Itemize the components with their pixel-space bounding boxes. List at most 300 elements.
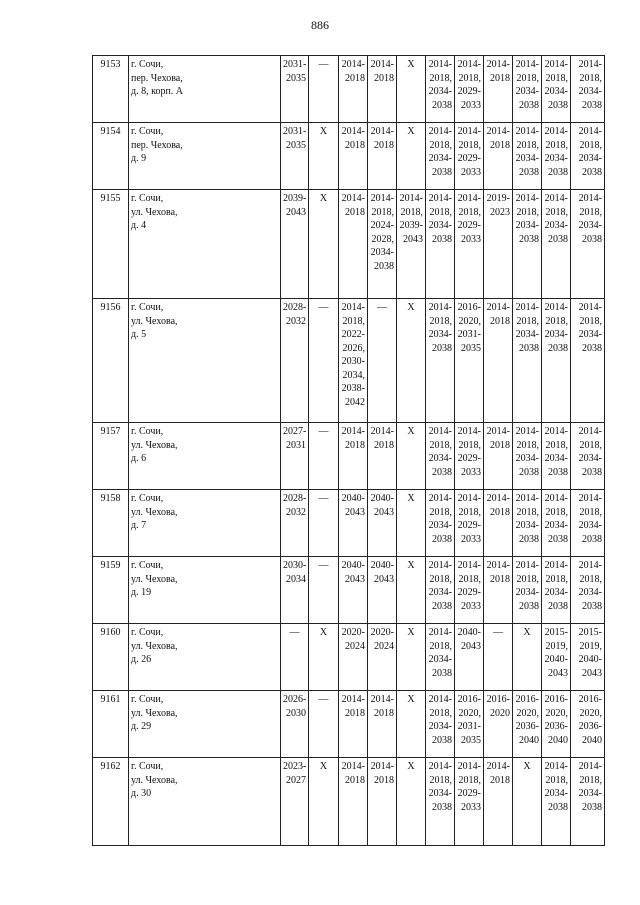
schedule-cell [484,299,513,423]
row-number: 9161 [93,691,129,758]
cell-line: 2043 [403,233,423,245]
cell-line: 2014- [578,59,602,70]
cell-line: 2040- [370,493,394,504]
cell-line: — [318,560,329,571]
cell-line: 2018 [490,506,510,518]
cell-line: 2014- [578,193,602,204]
cell-line: 2020, [458,707,481,719]
cell-line: 2014- [428,493,452,504]
schedule-cell [368,56,397,123]
schedule-cell [426,691,455,758]
cell-line: 2028, [371,233,394,245]
cell-line: 2038 [548,342,568,354]
cell-line: X [523,627,531,638]
cell-line: 2032 [286,315,306,327]
address-line: г. Сочи, [131,694,164,705]
cell-line: 2020, [545,707,568,719]
address-line: д. 6 [131,453,147,464]
cell-line: 2014- [544,193,568,204]
cell-line: 2018 [345,439,365,451]
cell-line: 2018, [458,506,481,518]
schedule-cell [455,56,484,123]
cell-line: 2019, [579,640,602,652]
schedule-cell [542,691,571,758]
schedule-cell [339,56,368,123]
cell-line: 2014- [341,426,365,437]
table-row [93,123,605,190]
cell-line: 2014- [457,761,481,772]
schedule-cell [309,624,339,691]
cell-line: 2018 [490,139,510,151]
cell-line: 2038 [548,600,568,612]
cell-line: 2038 [548,233,568,245]
cell-line: 2036- [544,721,568,732]
cell-line: 2038 [374,260,394,272]
cell-line: 2033 [461,233,481,245]
cell-line: 2018, [458,72,481,84]
address-line: г. Сочи, [131,59,164,70]
cell-line: 2018, [545,573,568,585]
cell-line: 2038 [582,466,602,478]
cell-line: 2033 [461,166,481,178]
cell-line: 2034- [515,329,539,340]
cell-line: 2038 [519,466,539,478]
cell-line: 2018 [374,439,394,451]
cell-line: 2038 [548,466,568,478]
address-line: пер. Чехова, [131,72,183,84]
cell-line: X [407,694,415,705]
address-cell [129,299,281,423]
cell-line: 2034- [515,153,539,164]
schedule-cell [455,758,484,846]
cell-line: 2018, [458,774,481,786]
schedule-cell [397,758,426,846]
cell-line: 2038 [582,801,602,813]
cell-line: 2018, [458,139,481,151]
cell-line: 2018, [579,315,602,327]
cell-line: 2034- [428,520,452,531]
cell-line: 2018 [490,72,510,84]
cell-line: 2018, [458,439,481,451]
cell-line: X [319,126,328,137]
cell-line: 2034- [428,153,452,164]
cell-line: 2034- [370,247,394,258]
cell-line: X [319,193,328,204]
cell-line: 2018, [458,206,481,218]
cell-line: 2034- [544,86,568,97]
cell-line: 2018, [429,139,452,151]
schedule-cell [368,557,397,624]
cell-line: 2018, [429,315,452,327]
address-line: д. 9 [131,153,147,164]
cell-line: 2018, [545,506,568,518]
cell-line: 2038 [432,600,452,612]
schedule-cell [368,691,397,758]
address-line: г. Сочи, [131,627,164,638]
cell-line: 2018, [429,573,452,585]
cell-line: X [319,761,328,772]
cell-line: 2014- [578,761,602,772]
schedule-cell [309,691,339,758]
schedule-cell [542,758,571,846]
cell-line: 2027 [286,774,306,786]
schedule-cell [542,624,571,691]
cell-line: 2024 [374,640,394,652]
schedule-cell [513,190,542,299]
cell-line: 2028- [283,302,307,313]
cell-line: X [407,59,415,70]
cell-line: 2014- [341,302,365,313]
cell-line: 2038 [432,166,452,178]
cell-line: 2018, [429,506,452,518]
cell-line: 2043 [345,573,365,585]
row-number: 9160 [93,624,129,691]
cell-line: 2023 [490,206,510,218]
schedule-cell [281,123,309,190]
cell-line: 2014- [486,126,510,137]
cell-line: 2014- [370,761,394,772]
cell-line: 2035 [286,139,306,151]
cell-line: 2018, [516,315,539,327]
cell-line: 2033 [461,801,481,813]
cell-line: 2029- [457,453,481,464]
schedule-cell [484,56,513,123]
cell-line: 2019- [486,193,510,204]
cell-line: 2035 [461,342,481,354]
cell-line: 2023- [283,761,307,772]
cell-line: 2018, [429,206,452,218]
cell-line: 2040- [544,654,568,665]
schedule-cell [484,490,513,557]
cell-line: 2038 [548,166,568,178]
schedule-cell [571,758,605,846]
cell-line: 2038 [582,533,602,545]
schedule-cell [455,557,484,624]
schedule-cell [513,123,542,190]
schedule-cell [513,691,542,758]
cell-line: 2014- [544,426,568,437]
schedule-cell [397,190,426,299]
cell-line: 2039- [283,193,307,204]
schedule-cell [455,423,484,490]
cell-line: 2033 [461,533,481,545]
cell-line: 2034- [578,453,602,464]
schedule-cell [281,624,309,691]
cell-line: 2014- [515,426,539,437]
address-line: г. Сочи, [131,193,164,204]
cell-line: 2014- [341,694,365,705]
cell-line: 2018, [579,573,602,585]
cell-line: 2014- [370,426,394,437]
schedule-cell [339,758,368,846]
cell-line: 2014- [544,59,568,70]
schedule-cell [426,423,455,490]
cell-line: 2014- [341,59,365,70]
schedule-cell [339,557,368,624]
table-row [93,490,605,557]
address-line: г. Сочи, [131,126,164,137]
schedule-cell [309,56,339,123]
cell-line: 2014- [578,302,602,313]
cell-line: 2028- [283,493,307,504]
table-row [93,557,605,624]
cell-line: 2014- [457,426,481,437]
schedule-cell [309,490,339,557]
address-line: ул. Чехова, [131,506,178,518]
cell-line: 2018 [345,139,365,151]
schedule-cell [455,490,484,557]
cell-line: 2014- [370,193,394,204]
schedule-cell [426,758,455,846]
row-number: 9153 [93,56,129,123]
schedule-cell [339,123,368,190]
cell-line: 2034- [578,86,602,97]
cell-line: 2033 [461,99,481,111]
cell-line: 2038 [432,466,452,478]
schedule-cell [571,123,605,190]
schedule-cell [339,691,368,758]
row-number: 9154 [93,123,129,190]
cell-line: 2019, [545,640,568,652]
table-row [93,624,605,691]
schedule-cell [484,758,513,846]
cell-line: 2014- [515,126,539,137]
cell-line: 2014- [578,493,602,504]
schedule-cell [339,423,368,490]
cell-line: 2038 [519,99,539,111]
cell-line: 2038 [582,166,602,178]
cell-line: 2038 [432,99,452,111]
cell-line: 2014- [428,560,452,571]
table-row [93,190,605,299]
address-cell [129,190,281,299]
table-row [93,691,605,758]
schedule-cell [542,56,571,123]
cell-line: 2018, [579,139,602,151]
schedule-cell [571,490,605,557]
cell-line: X [407,761,415,772]
cell-line: 2014- [370,59,394,70]
address-line: г. Сочи, [131,493,164,504]
schedule-cell [339,190,368,299]
cell-line: 2016- [544,694,568,705]
cell-line: 2038 [432,533,452,545]
cell-line: 2020, [458,315,481,327]
address-cell [129,691,281,758]
cell-line: — [493,627,503,638]
cell-line: 2018 [374,72,394,84]
cell-line: 2034- [515,220,539,231]
address-line: д. 4 [131,220,147,231]
schedule-cell [455,123,484,190]
schedule-cell [455,624,484,691]
table-row [93,56,605,123]
address-line: ул. Чехова, [131,573,178,585]
cell-line: 2014- [341,761,365,772]
cell-line: 2014- [578,426,602,437]
address-line: ул. Чехова, [131,774,178,786]
cell-line: 2018 [345,774,365,786]
cell-line: 2018, [516,573,539,585]
cell-line: X [319,627,328,638]
address-cell [129,56,281,123]
address-line: г. Сочи, [131,560,164,571]
cell-line: 2030- [341,356,365,367]
schedule-cell [571,423,605,490]
cell-line: 2030 [286,707,306,719]
schedule-cell [281,758,309,846]
cell-line: 2034- [428,721,452,732]
cell-line: 2018 [490,774,510,786]
cell-line: 2024 [345,640,365,652]
cell-line: 2031- [457,329,481,340]
cell-line: 2018, [545,439,568,451]
address-cell [129,758,281,846]
cell-line: 2014- [544,493,568,504]
schedule-table [92,55,605,846]
cell-line: 2043 [582,667,602,679]
cell-line: 2038 [432,801,452,813]
cell-line: 2038 [548,99,568,111]
schedule-cell [397,299,426,423]
cell-line: 2040 [519,734,539,746]
cell-line: 2014- [515,193,539,204]
schedule-cell [484,190,513,299]
cell-line: 2018 [374,139,394,151]
cell-line: 2016- [457,302,481,313]
cell-line: 2034- [578,788,602,799]
cell-line: 2035 [286,72,306,84]
cell-line: 2024- [370,220,394,231]
cell-line: 2034- [544,453,568,464]
schedule-cell [513,624,542,691]
schedule-cell [484,691,513,758]
schedule-cell [426,123,455,190]
schedule-cell [281,190,309,299]
address-line: г. Сочи, [131,302,164,313]
schedule-cell [542,190,571,299]
cell-line: 2018, [429,640,452,652]
cell-line: 2030- [283,560,307,571]
cell-line: 2036- [515,721,539,732]
schedule-cell [455,299,484,423]
cell-line: 2018, [516,72,539,84]
address-cell [129,423,281,490]
schedule-cell [542,557,571,624]
cell-line: 2038 [432,667,452,679]
cell-line: 2018, [545,139,568,151]
schedule-cell [542,123,571,190]
cell-line: 2034- [578,329,602,340]
cell-line: 2038 [582,99,602,111]
address-line: д. 29 [131,721,152,732]
cell-line: 2043 [461,640,481,652]
cell-line: 2014- [428,426,452,437]
address-line: д. 5 [131,329,147,340]
address-line: ул. Чехова, [131,315,178,327]
cell-line: 2014- [486,426,510,437]
cell-line: 2034- [578,220,602,231]
cell-line: 2034- [544,220,568,231]
schedule-cell [397,423,426,490]
address-cell [129,624,281,691]
cell-line: 2034- [428,654,452,665]
table-row [93,758,605,846]
schedule-cell [571,190,605,299]
cell-line: 2038 [582,342,602,354]
cell-line: 2034- [515,587,539,598]
cell-line: 2038 [582,233,602,245]
cell-line: 2014- [515,59,539,70]
cell-line: 2026- [283,694,307,705]
cell-line: 2020, [516,707,539,719]
cell-line: 2038 [432,734,452,746]
schedule-cell [571,56,605,123]
schedule-cell [426,190,455,299]
schedule-cell [397,490,426,557]
schedule-cell [281,56,309,123]
cell-line: 2035 [461,734,481,746]
cell-line: 2020 [490,707,510,719]
cell-line: 2043 [548,667,568,679]
schedule-cell [513,490,542,557]
schedule-cell [368,624,397,691]
cell-line: 2018, [579,72,602,84]
cell-line: 2038- [341,383,365,394]
schedule-cell [513,299,542,423]
cell-line: 2014- [486,302,510,313]
address-line: ул. Чехова, [131,206,178,218]
schedule-cell [397,557,426,624]
cell-line: 2038 [548,533,568,545]
cell-line: 2018 [490,439,510,451]
cell-line: 2042 [345,396,365,408]
schedule-cell [397,624,426,691]
cell-line: 2014- [457,560,481,571]
address-line: пер. Чехова, [131,139,183,151]
cell-line: 2040- [341,493,365,504]
schedule-cell [368,490,397,557]
cell-line: 2034- [515,86,539,97]
cell-line: 2014- [486,560,510,571]
schedule-cell [339,624,368,691]
schedule-cell [542,423,571,490]
cell-line: 2014- [428,193,452,204]
cell-line: — [318,493,329,504]
cell-line: 2038 [519,233,539,245]
cell-line: 2018, [516,439,539,451]
schedule-cell [571,299,605,423]
cell-line: 2038 [548,801,568,813]
cell-line: — [318,302,329,313]
schedule-cell [426,624,455,691]
cell-line: 2014- [457,59,481,70]
cell-line: 2014- [370,126,394,137]
cell-line: 2029- [457,587,481,598]
schedule-cell [484,123,513,190]
cell-line: 2020- [341,627,365,638]
cell-line: 2014- [428,694,452,705]
cell-line: 2034- [428,453,452,464]
table-row [93,299,605,423]
cell-line: 2038 [432,342,452,354]
schedule-cell [513,557,542,624]
cell-line: X [407,627,415,638]
cell-line: 2040- [457,627,481,638]
address-line: д. 26 [131,654,152,665]
cell-line: X [523,761,531,772]
cell-line: 2014- [544,761,568,772]
